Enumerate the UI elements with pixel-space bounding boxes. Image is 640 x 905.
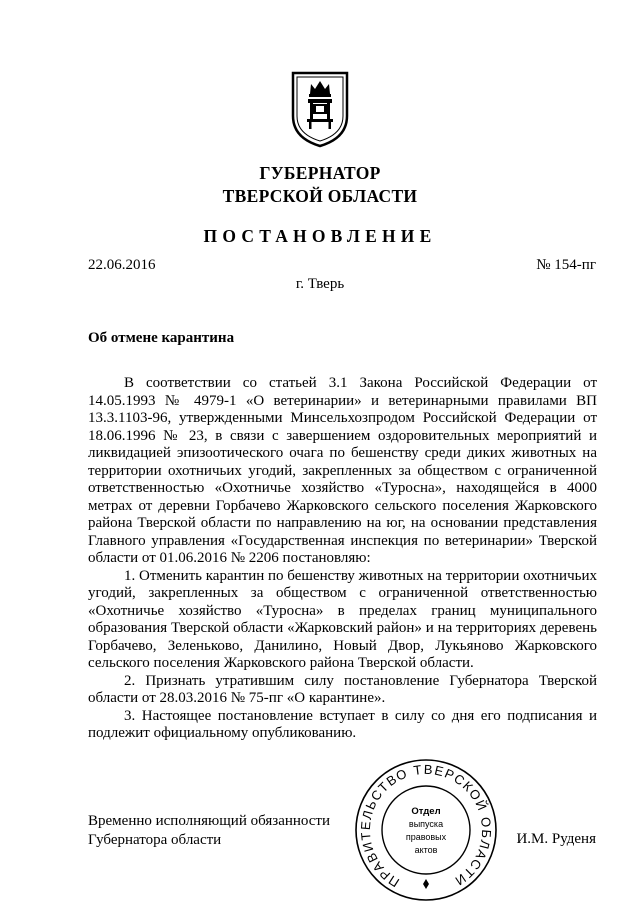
document-subject: Об отмене карантина — [88, 330, 235, 346]
stamp-line4: актов — [414, 845, 438, 855]
stamp-line2: выпуска — [408, 819, 444, 829]
document-body — [88, 375, 597, 743]
authority-title: ГУБЕРНАТОР — [259, 163, 381, 183]
tver-coat-of-arms-icon — [290, 70, 350, 148]
region-title: ТВЕРСКОЙ ОБЛАСТИ — [222, 186, 418, 206]
official-stamp — [353, 757, 499, 903]
document-type: ПОСТАНОВЛЕНИЕ — [203, 226, 437, 246]
signer-position — [88, 812, 330, 850]
document-city: г. Тверь — [295, 276, 345, 292]
stamp-line1: Отдел — [411, 806, 441, 817]
body-intro-paragraph: В соответствии со статьей 3.1 Закона Российской Федерации от 14.05.1993 № 4979-1 «О ветеринарии» и ветеринарными правилами ВП 13.3.1103-96, утвержденными Минсельхозпродом Российской Федерации от 18.06.1996 № 23, в связи с завершением оздоровительных мероприятий и ликвидацией эпизоотического очага по бешенству среди диких животных на территории охотничьих угодий, закрепленных за обществом с ограниченной ответственностью «Охотничье хозяйство «Туросна», находящейся в 4000 метрах от деревни Горбачево Жарковского сельского поселения Жарковского района Тверской области по направлению на юг, на основании представления Главного управления «Государственная инспекция по ветеринарии» Тверской области от 01.06.2016 № 2206 постановляю: — [88, 375, 597, 566]
stamp-ring-text: ПРАВИТЕЛЬСТВО ТВЕРСКОЙ ОБЛАСТИ — [357, 761, 495, 891]
stamp-line3: правовых — [405, 832, 447, 842]
signer-name: И.М. Руденя — [516, 831, 596, 847]
body-item-2: 2. Признать утратившим силу постановление Губернатора Тверской области от 28.03.2016 № 75-пг «О карантине». — [88, 672, 597, 706]
signer-position-line2: Губернатора области — [88, 832, 222, 848]
signer-position-line1: Временно исполняющий обязанности — [88, 813, 331, 829]
body-item-1: 1. Отменить карантин по бешенству животных на территории охотничьих угодий, закрепленных за обществом с ограниченной ответственностью «Охотничье хозяйство «Туросна» в пределах границ муниципального образования Тверской области «Жарковский район» и на территориях деревень Горбачево, Зеленьково, Данилино, Новый Двор, Лукьяново Жарковского сельского поселения Жарковского района Тверской области. — [88, 567, 597, 671]
document-number: № 154-пг — [536, 257, 596, 273]
body-item-3: 3. Настоящее постановление вступает в силу со дня его подписания и подлежит официальному опубликованию. — [88, 707, 597, 741]
document-date: 22.06.2016 — [88, 257, 156, 273]
